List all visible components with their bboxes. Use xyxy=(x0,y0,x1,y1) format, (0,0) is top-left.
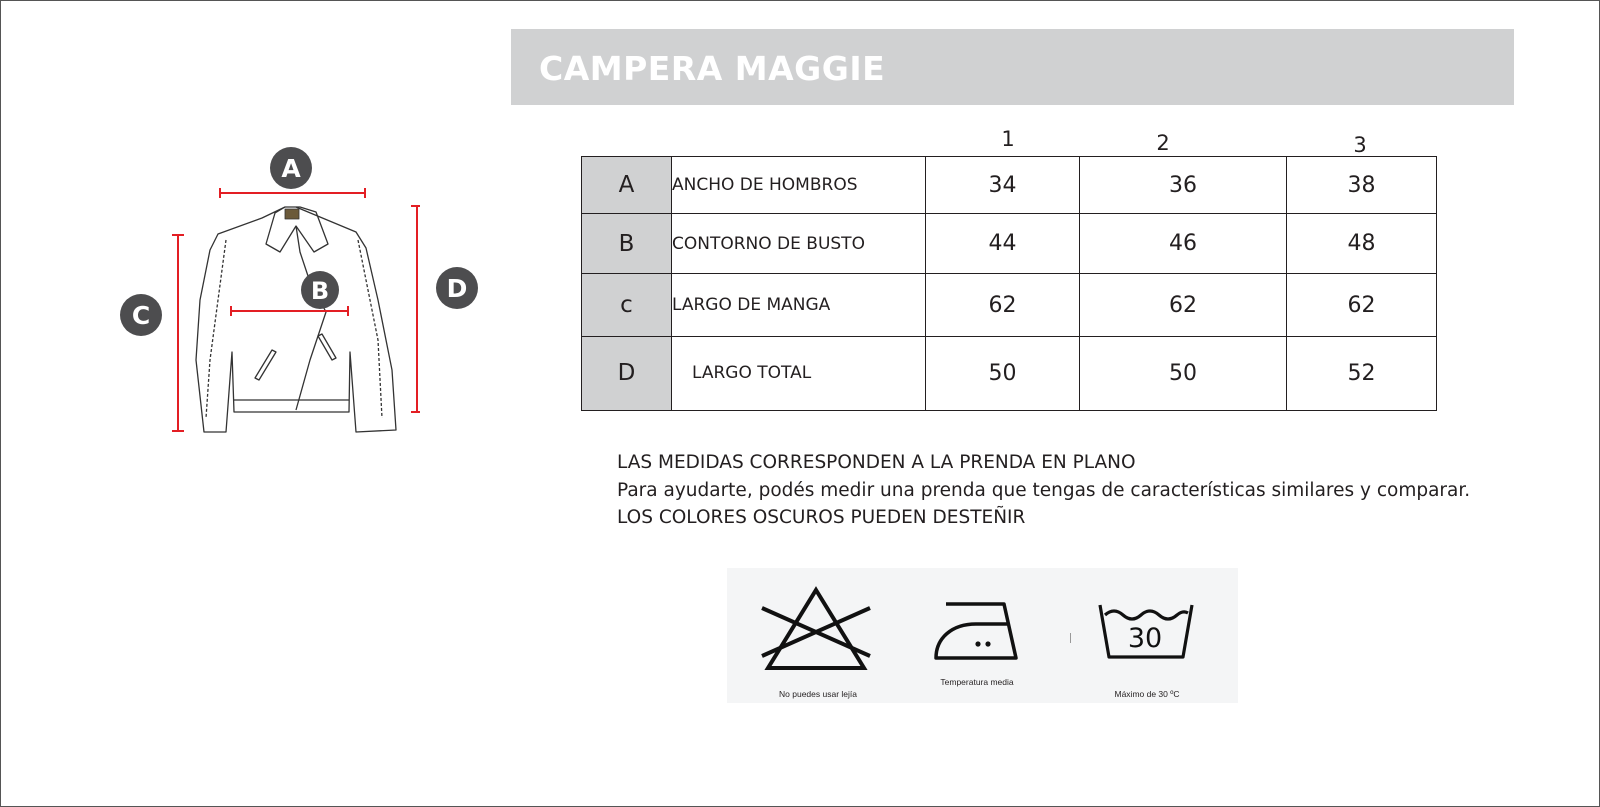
table-row xyxy=(582,157,1437,214)
note-line: Para ayudarte, podés medir una prenda que tengas de características similares y comparar. xyxy=(617,479,1471,501)
row-label: CONTORNO DE BUSTO xyxy=(672,214,926,274)
jacket-diagram xyxy=(100,140,420,440)
size-table xyxy=(581,156,1437,411)
care-instructions xyxy=(727,568,1238,703)
size-value: 62 xyxy=(1080,274,1287,336)
size-notes xyxy=(617,449,1470,532)
row-label: ANCHO DE HOMBROS xyxy=(672,157,926,214)
wash-30-icon xyxy=(1097,601,1197,661)
row-label: LARGO TOTAL xyxy=(672,336,926,410)
care-iron-medium xyxy=(897,568,1067,703)
care-wash-30 xyxy=(1067,568,1238,703)
marker-c xyxy=(120,294,162,336)
size-header-2: 2 xyxy=(1156,131,1170,155)
no-bleach-icon xyxy=(760,586,872,672)
svg-text:B: B xyxy=(310,277,330,305)
size-value: 36 xyxy=(1080,157,1287,214)
svg-text:A: A xyxy=(281,154,301,183)
care-no-bleach xyxy=(727,568,897,703)
table-row xyxy=(582,214,1437,274)
svg-text:C: C xyxy=(131,301,151,330)
size-value: 34 xyxy=(926,157,1080,214)
size-value: 52 xyxy=(1287,336,1437,410)
size-header-3: 3 xyxy=(1353,133,1367,157)
size-value: 62 xyxy=(1287,274,1437,336)
title-bar xyxy=(511,29,1514,105)
table-row xyxy=(582,274,1437,336)
care-label: Máximo de 30 ºC xyxy=(1114,689,1180,699)
row-label: LARGO DE MANGA xyxy=(672,274,926,336)
marker-b xyxy=(301,271,339,309)
row-letter: B xyxy=(582,214,672,274)
row-letter: D xyxy=(582,336,672,410)
size-value: 46 xyxy=(1080,214,1287,274)
size-value: 44 xyxy=(926,214,1080,274)
table-row xyxy=(582,336,1437,410)
svg-text:D: D xyxy=(446,274,468,303)
care-label: Temperatura media xyxy=(940,677,1014,687)
size-header-1: 1 xyxy=(1001,127,1015,151)
size-value: 38 xyxy=(1287,157,1437,214)
marker-a xyxy=(270,147,312,189)
marker-d-svg xyxy=(430,262,486,314)
page-title: CAMPERA MAGGIE xyxy=(539,49,886,88)
size-value: 50 xyxy=(1080,336,1287,410)
size-value: 50 xyxy=(926,336,1080,410)
iron-medium-icon xyxy=(932,598,1022,664)
size-value: 48 xyxy=(1287,214,1437,274)
svg-text:30: 30 xyxy=(1127,623,1163,654)
row-letter: A xyxy=(582,157,672,214)
note-line: LOS COLORES OSCUROS PUEDEN DESTEÑIR xyxy=(617,507,1026,528)
row-letter: c xyxy=(582,274,672,336)
care-label: No puedes usar lejía xyxy=(779,689,857,699)
size-value: 62 xyxy=(926,274,1080,336)
note-line: LAS MEDIDAS CORRESPONDEN A LA PRENDA EN PLANO xyxy=(617,452,1136,473)
